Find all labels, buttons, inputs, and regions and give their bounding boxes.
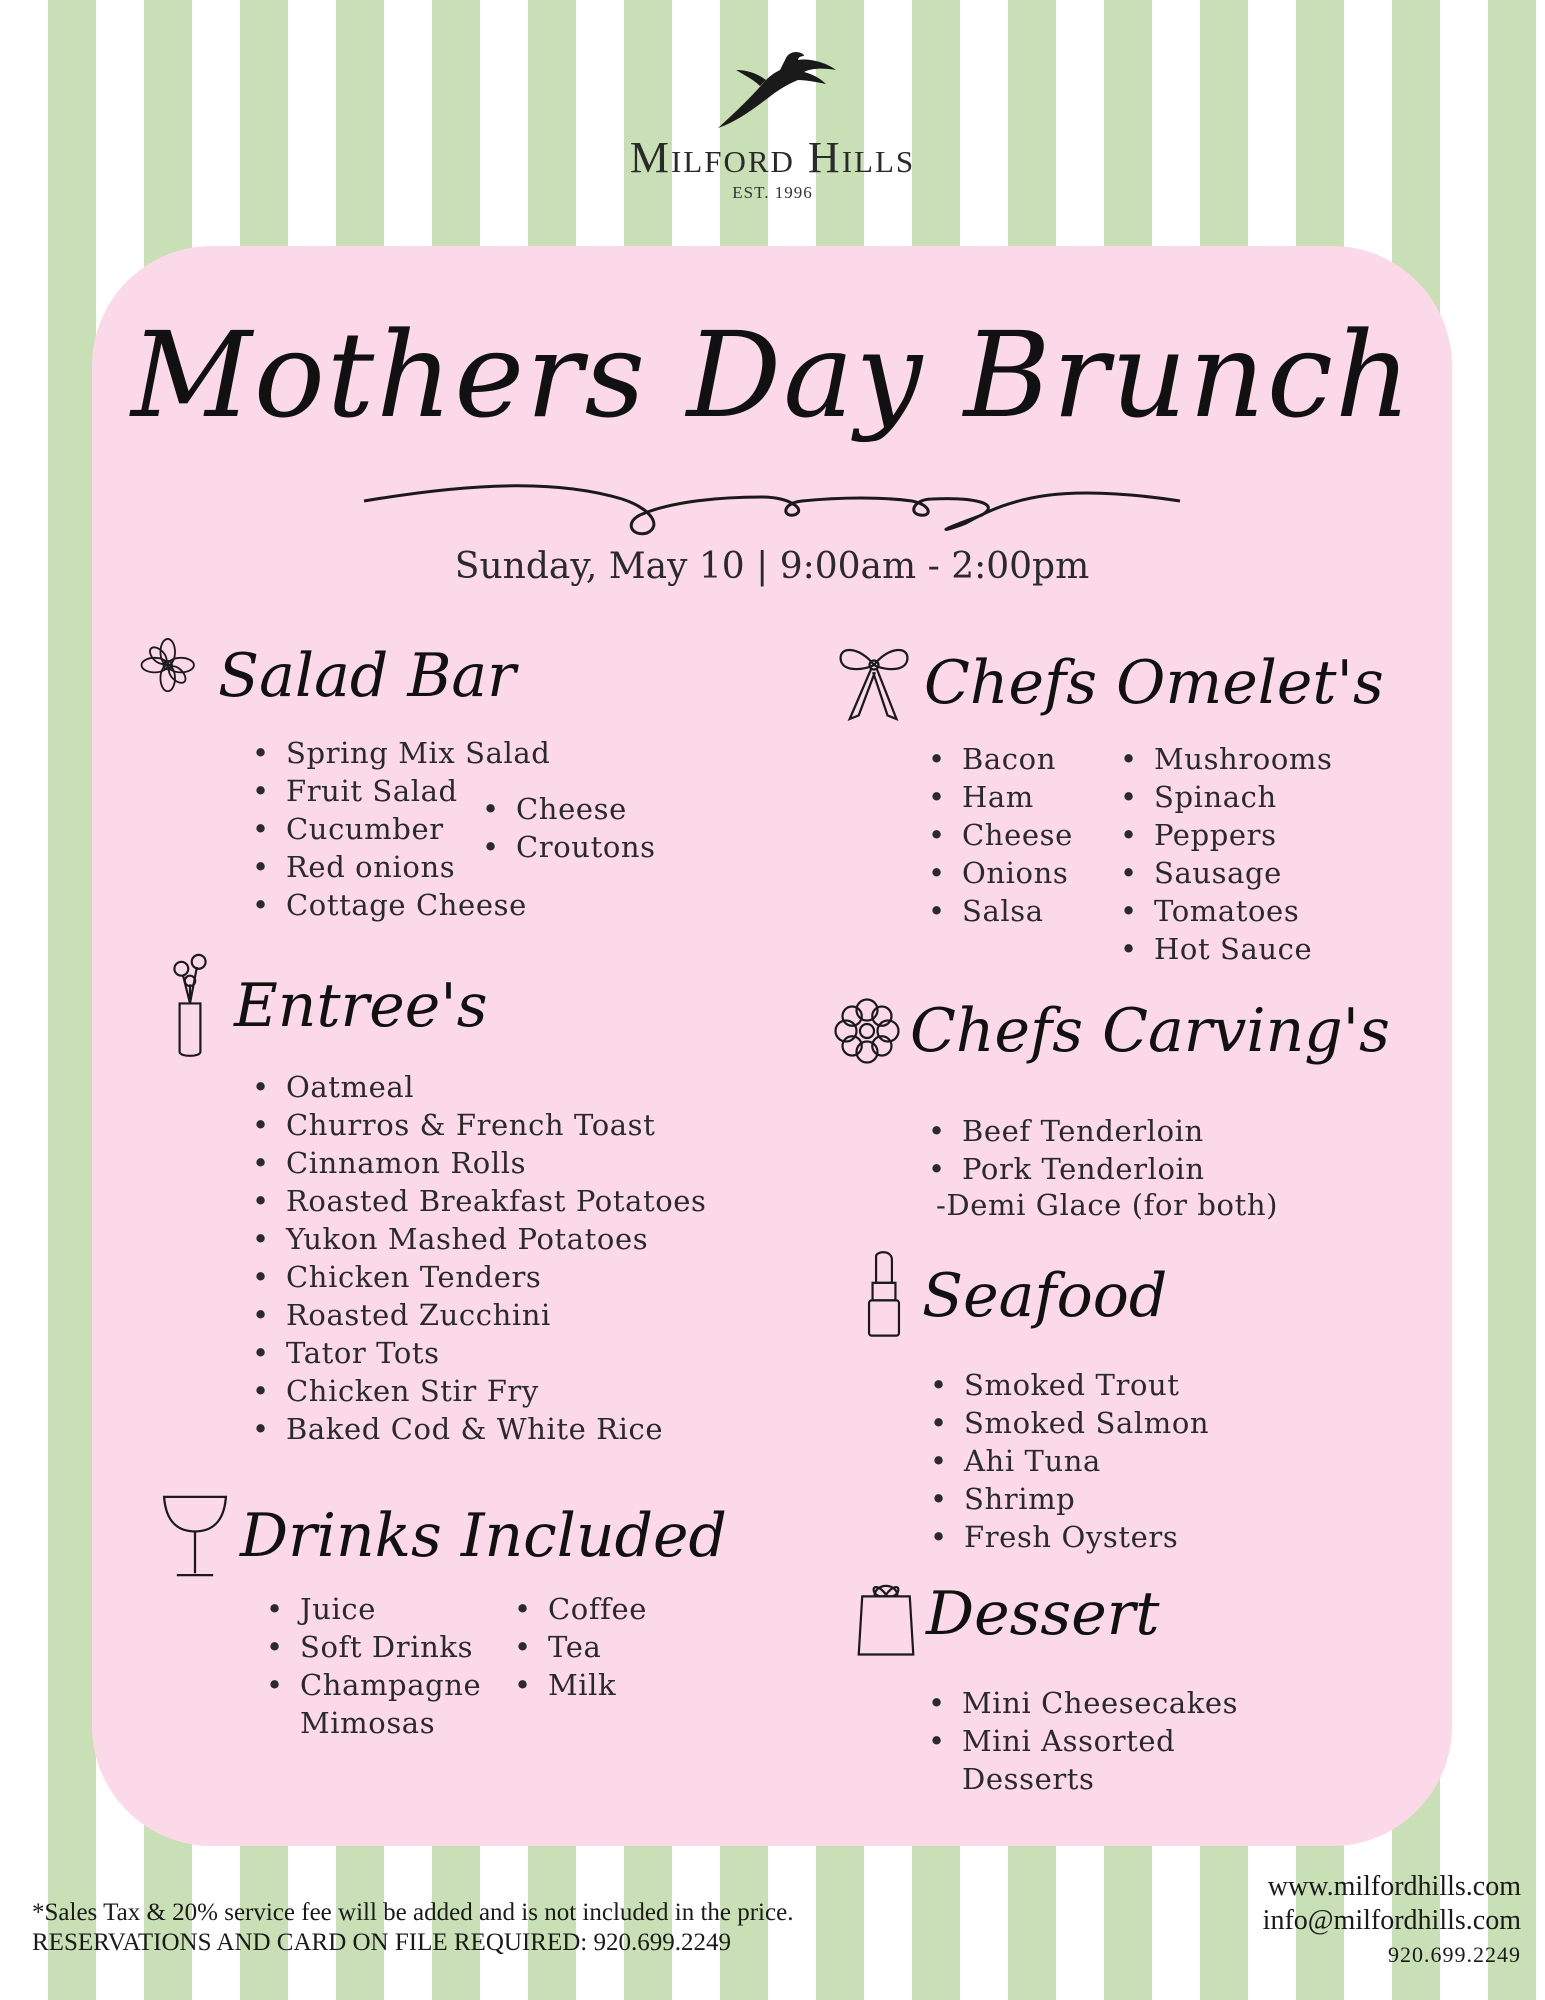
section-carvings-title: Chefs Carving's: [910, 996, 1390, 1066]
website-link[interactable]: www.milfordhills.com: [1267, 1871, 1521, 1902]
list-item: • Sausage: [1120, 854, 1333, 892]
entrees-list: [252, 1068, 707, 1448]
section-seafood-header: [862, 1246, 1167, 1346]
omelets-list-col2: [1120, 740, 1333, 968]
list-item: • Beef Tenderloin: [928, 1112, 1205, 1150]
champagne-coupe-icon: [158, 1486, 232, 1586]
omelets-list-col1: [928, 740, 1073, 930]
list-item: • Hot Sauce: [1120, 930, 1333, 968]
menu-card: [92, 246, 1452, 1846]
list-item: • Coffee: [514, 1590, 647, 1628]
section-omelets-title: Chefs Omelet's: [924, 648, 1384, 718]
list-item: • Red onions: [252, 848, 550, 886]
list-item: • Milk: [514, 1666, 647, 1704]
flower-vase-icon: [164, 946, 216, 1066]
section-salad-bar-header: [140, 636, 516, 716]
list-item: • Shrimp: [930, 1480, 1209, 1518]
brand-established: EST. 1996: [732, 183, 813, 202]
list-item: • Tator Tots: [252, 1334, 707, 1372]
flourish-divider-icon: [362, 471, 1182, 551]
list-item: • Smoked Trout: [930, 1366, 1209, 1404]
dessert-continuation: Desserts: [962, 1762, 1095, 1796]
list-item: • Onions: [928, 854, 1073, 892]
section-entrees-title: Entree's: [234, 971, 488, 1041]
list-item: • Fruit Salad: [252, 772, 550, 810]
carvings-note: -Demi Glace (for both): [936, 1188, 1279, 1222]
list-item: • Croutons: [482, 828, 656, 866]
footer-disclaimer: [32, 1898, 793, 1958]
drinks-list-col1: [266, 1590, 481, 1704]
footer-contact: [1263, 1870, 1521, 1972]
ribbon-bow-icon: [832, 638, 916, 728]
list-item: • Tomatoes: [1120, 892, 1333, 930]
list-item: • Salsa: [928, 892, 1073, 930]
list-item: • Yukon Mashed Potatoes: [252, 1220, 707, 1258]
list-item: • Mushrooms: [1120, 740, 1333, 778]
list-item: • Baked Cod & White Rice: [252, 1410, 707, 1448]
list-item: • Smoked Salmon: [930, 1404, 1209, 1442]
section-drinks-header: [158, 1486, 727, 1586]
carvings-list: [928, 1112, 1205, 1188]
list-item: • Churros & French Toast: [252, 1106, 707, 1144]
list-item: • Juice: [266, 1590, 481, 1628]
email-link[interactable]: info@milfordhills.com: [1262, 1905, 1521, 1936]
daisy-icon: [832, 996, 902, 1066]
list-item: • Mini Cheesecakes: [928, 1684, 1238, 1722]
list-item: • Cinnamon Rolls: [252, 1144, 707, 1182]
flower-icon: [140, 636, 210, 716]
drinks-mimosas: Mimosas: [300, 1706, 436, 1740]
drinks-list-col2: [514, 1590, 647, 1704]
list-item: • Roasted Zucchini: [252, 1296, 707, 1334]
list-item: • Chicken Tenders: [252, 1258, 707, 1296]
section-drinks-title: Drinks Included: [240, 1501, 727, 1571]
page-title: Mothers Day Brunch: [131, 306, 1413, 444]
list-item: • Roasted Breakfast Potatoes: [252, 1182, 707, 1220]
list-item: • Soft Drinks: [266, 1628, 481, 1666]
phone-number[interactable]: 920.699.2249: [1388, 1942, 1521, 1967]
list-item: • Champagne: [266, 1666, 481, 1704]
list-item: • Ahi Tuna: [930, 1442, 1209, 1480]
list-item: • Cucumber: [252, 810, 550, 848]
disclaimer-text: *Sales Tax & 20% service fee will be added and is not included in the price.: [32, 1899, 794, 1926]
list-item: • Pork Tenderloin: [928, 1150, 1205, 1188]
list-item: • Mini Assorted: [928, 1722, 1238, 1760]
section-dessert-title: Dessert: [926, 1579, 1160, 1649]
brand-header: [0, 40, 1545, 203]
salad-bar-list-col2: [482, 790, 656, 866]
section-salad-bar-title: Salad Bar: [218, 641, 516, 711]
brand-name: Milford Hills: [629, 133, 916, 182]
list-item: • Cheese: [482, 790, 656, 828]
list-item: • Spinach: [1120, 778, 1333, 816]
list-item: • Spring Mix Salad: [252, 734, 550, 772]
list-item: • Tea: [514, 1628, 647, 1666]
event-date-time: Sunday, May 10 | 9:00am - 2:00pm: [454, 546, 1090, 587]
gift-bag-icon: [854, 1570, 918, 1658]
section-dessert-header: [854, 1570, 1160, 1658]
section-seafood-title: Seafood: [922, 1261, 1168, 1331]
section-entrees-header: [164, 946, 488, 1066]
list-item: • Bacon: [928, 740, 1073, 778]
pheasant-logo-icon: [708, 40, 838, 130]
list-item: • Peppers: [1120, 816, 1333, 854]
section-carvings-header: [832, 996, 1390, 1066]
list-item: • Fresh Oysters: [930, 1518, 1209, 1556]
section-omelets-header: [832, 638, 1384, 728]
list-item: • Oatmeal: [252, 1068, 707, 1106]
list-item: • Cottage Cheese: [252, 886, 550, 924]
list-item: • Chicken Stir Fry: [252, 1372, 707, 1410]
lipstick-icon: [862, 1246, 906, 1346]
seafood-list: [930, 1366, 1209, 1556]
list-item: • Cheese: [928, 816, 1073, 854]
dessert-list: [928, 1684, 1238, 1760]
list-item: • Ham: [928, 778, 1073, 816]
reservations-text: RESERVATIONS AND CARD ON FILE REQUIRED: 920.699.2249: [32, 1929, 731, 1956]
